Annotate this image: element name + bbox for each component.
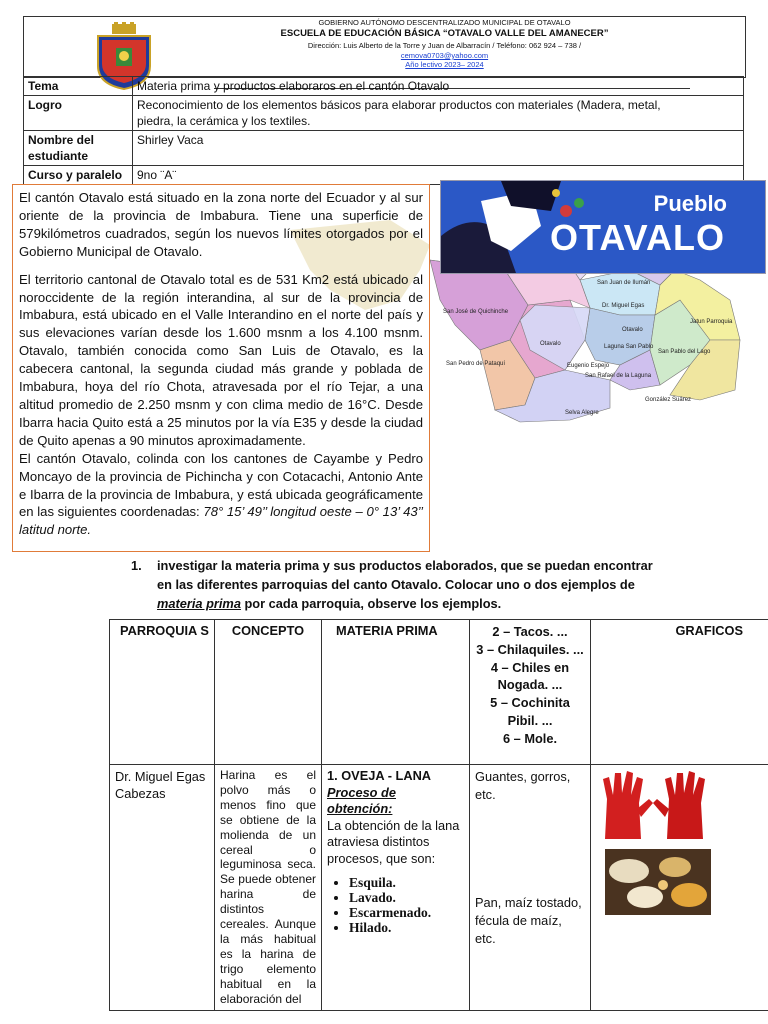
school-header [23,16,746,78]
map-label: San José de Quichinche [443,309,509,315]
cell-products [470,765,591,1011]
list-item: 4 – Chiles en Nogada. ... [490,659,570,693]
map-label: San Juan de Ilumán [597,280,651,286]
address-line: Dirección: Luis Alberto de la Torre y Juan de Albarracín / Teléfono: 062 924 – 738 / [307,41,582,50]
mp-step: • Escarmenado. [349,905,464,920]
coordinates: 78° 15’ 49’’ longitud oeste – 0° 13’ 43’’ latitud norte. [19,504,424,538]
table-row [110,765,768,1011]
nombre-label: Nombre del estudiante [24,131,133,166]
list-item: 6 – Mole. [502,730,558,746]
list-item: 3 – Chilaquiles. ... [476,641,584,657]
mp-subtitle: Proceso de obtención: [327,784,396,816]
paragraph: El cantón Otavalo está situado en la zona norte del Ecuador y al sur oriente de la provincia de Imbabura. Tiene una superficie de 579kilómetros cuadrados, según los nuevos límites otorgados por el Gobierno Municipal de Otavalo. [19,190,423,259]
info-row-tema [24,77,744,96]
banner-word-otavalo: OTAVALO [550,217,725,258]
header-concepto: CONCEPTO [215,620,322,765]
instruction-text [131,556,661,613]
tema-value: Materia prima y productos elaboraros en el cantón Otavalo [133,77,744,96]
mp-step: • Esquila. [349,875,464,890]
map-label: Eugenio Espejo [567,363,610,369]
school-name: ESCUELA DE EDUCACIÓN BÁSICA “OTAVALO VALLE DEL AMANECER” [280,28,609,39]
mp-title: 1. OVEJA - LANA [327,768,432,783]
info-row-logro [24,96,744,131]
header-graficos: GRAFICOS [591,620,768,765]
map-label: San Pablo del Lago [658,349,711,355]
cell-materia-prima [322,765,470,1011]
parroquias-table [109,619,768,1011]
mp-steps-list [327,875,464,935]
otavalo-description-box [12,184,430,552]
instruction-part-b: por cada parroquia, observe los ejemplos. [240,596,502,611]
tema-label: Tema [24,77,133,96]
paragraph [19,450,423,540]
map-label: Otavalo [622,327,643,333]
map-label: González Suárez [645,397,692,403]
instruction [131,556,661,613]
student-info-table [23,76,744,185]
mp-text: La obtención de la lana atraviesa distintos procesos, que son: [327,817,460,866]
header-list [470,620,591,765]
instruction-number: 1. [131,558,142,573]
email-link[interactable]: cemova0703@yahoo.com [400,51,489,60]
list-item: 5 – Cochinita Pibil. ... [490,695,570,728]
map-label: San Pedro de Pataquí [446,361,506,367]
header-parroquias: PARROQUIA S [110,620,215,765]
instruction-emphasis: materia prima [157,596,241,611]
paragraph-text: El cantón Otavalo, colinda con los cantones de Cayambe y Pedro Moncayo de la provincia de Pichincha y con Cotacachi, Antonio Ante e Ibarra de la provincia de Imbabura, y está ubicada geográficamente en las siguientes coordenadas: [19,450,423,520]
logro-label: Logro [24,96,133,131]
gov-line: GOBIERNO AUTÓNOMO DESCENTRALIZADO MUNICIPAL DE OTAVALO [318,18,571,27]
flour-grains-icon [605,849,711,915]
cell-parroquia: Dr. Miguel Egas Cabezas [110,765,215,1011]
curso-value: 9no ¨A¨ [133,166,744,185]
instruction-part-a: investigar la materia prima y sus productos elaborados, que se puedan encontrar en las diferentes parroquias del canto Otavalo. Colocar uno o dos ejemplos de [157,558,653,592]
map-label: Laguna San Pablo [604,344,654,350]
pueblo-otavalo-banner [440,180,766,274]
logro-value: Reconocimiento de los elementos básicos para elaborar productos con materiales (Madera, metal, piedra, la cerámica y los textiles. [133,96,744,131]
cell-graficos [591,765,768,1011]
map-label: Jatun Parroquia [690,319,733,325]
map-label: Otavalo [540,341,561,347]
mp-step: • Hilado. [349,920,464,935]
table-header-row [110,620,768,765]
info-row-nombre [24,131,744,166]
products-wool: Guantes, gorros, etc. [475,769,571,802]
map-label: Selva Alegre [565,410,599,416]
school-year: Año lectivo 2023– 2024 [405,60,484,69]
mp-step: • Lavado. [349,890,464,905]
nombre-value: Shirley Vaca [133,131,744,166]
banner-word-pueblo: Pueblo [653,191,727,216]
paragraph: El territorio cantonal de Otavalo total es de 531 Km2 está ubicado al noroccidente de la región interandina, al sur de la provincia de Imbabura, está ubicado en el Valle Interandino en el norte del país y sus elevaciones varían desde los 1.600 msnm a los 4.100 msnm. Otavalo, también conocida como San Luis de Otavalo, es la cabecera cantonal, la segunda ciudad más grande y poblada de Imbabura, hoya del río Chota, atravesada por el río Tejar, a una altitud promedio de 2.250 msnm y con clima medio de 16°C. Desde Ibarra hacia Quito está a 25 minutos por la vía E35 y desde la ciudad de Quito apenas a 90 minutos aproximadamente. [19,271,423,448]
list-item: 2 – Tacos. ... [492,624,568,639]
map-label: San Rafael de la Laguna [585,373,652,379]
products-flour: Pan, maíz tostado, fécula de maíz, etc. [475,895,582,946]
curso-label: Curso y paralelo [24,166,133,185]
cell-concepto: Harina es el polvo más o menos fino que se obtiene de la molienda de un cereal o leguminosa seca. Se puede obtener harina de distintos cereales. Aunque la más habitual es la harina de trigo elemento habitual en la elaboración del [215,765,322,1011]
red-gloves-icon [597,769,717,841]
map-label: Dr. Miguel Egas [602,303,645,309]
header-materia-prima: MATERIA PRIMA [322,620,470,765]
